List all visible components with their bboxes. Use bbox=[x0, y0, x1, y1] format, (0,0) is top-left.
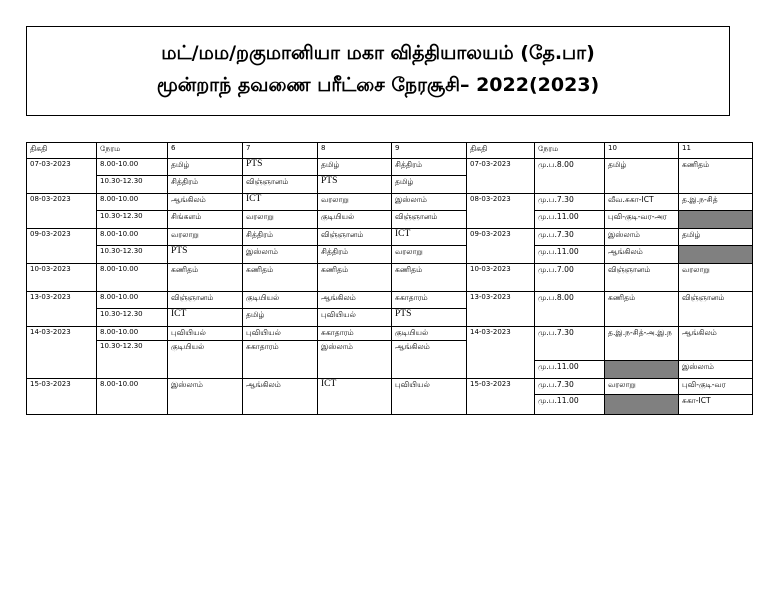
time-cell-2: மு.ப.7.30 bbox=[535, 379, 605, 395]
time-cell: 8.00-10.00 bbox=[97, 264, 168, 292]
cell-grade-11: த.இ.ந-சித் bbox=[679, 194, 753, 211]
cell-grade-6: கணிதம் bbox=[168, 264, 243, 292]
cell-grade-8: புவியியல் bbox=[318, 309, 392, 327]
table-row bbox=[27, 211, 753, 229]
cell-grade-7: PTS bbox=[243, 159, 318, 176]
cell-grade-11: ஆங்கிலம் bbox=[679, 327, 753, 361]
time-cell: 10.30-12.30 bbox=[97, 211, 168, 229]
cell-grade-8: சுகாதாரம் bbox=[318, 327, 392, 341]
date-cell-2: 09-03-2023 bbox=[467, 229, 535, 264]
time-cell: 8.00-10.00 bbox=[97, 379, 168, 415]
cell-grade-9: ஆங்கிலம் bbox=[392, 341, 467, 379]
cell-grade-7: சித்திரம் bbox=[243, 229, 318, 246]
header-grade-6: 6 bbox=[168, 143, 243, 159]
cell-grade-7: வரலாறு bbox=[243, 211, 318, 229]
cell-grade-7: புவியியல் bbox=[243, 327, 318, 341]
date-cell-2: 08-03-2023 bbox=[467, 194, 535, 229]
cell-grade-6: PTS bbox=[168, 246, 243, 264]
cell-grade-6: தமிழ் bbox=[168, 159, 243, 176]
cell-grade-8: விஞ்ஞானம் bbox=[318, 229, 392, 246]
header-row bbox=[27, 143, 753, 159]
header-grade-11: 11 bbox=[679, 143, 753, 159]
date-cell-2: 15-03-2023 bbox=[467, 379, 535, 415]
cell-grade-7: விஞ்ஞானம் bbox=[243, 176, 318, 194]
cell-grade-6: சித்திரம் bbox=[168, 176, 243, 194]
cell-grade-9: வரலாறு bbox=[392, 246, 467, 264]
header-date: திகதி bbox=[27, 143, 97, 159]
header-grade-8: 8 bbox=[318, 143, 392, 159]
date-cell: 10-03-2023 bbox=[27, 264, 97, 292]
table-row bbox=[27, 379, 753, 395]
time-cell-2: மு.ப.8.00 bbox=[535, 159, 605, 194]
exam-title: மூன்றாந் தவணை பரீட்சை நேரசூசி– 2022(2023) bbox=[156, 74, 600, 96]
cell-grade-9: இஸ்லாம் bbox=[392, 194, 467, 211]
time-cell: 10.30-12.30 bbox=[97, 246, 168, 264]
date-cell: 13-03-2023 bbox=[27, 292, 97, 327]
cell-grade-10: புவி-குடி-வர-அர bbox=[605, 211, 679, 229]
cell-grade-10: த.இ.ந-சித்-அ.இ.ந bbox=[605, 327, 679, 361]
time-cell-2: மு.ப.11.00 bbox=[535, 211, 605, 229]
cell-grade-8: இஸ்லாம் bbox=[318, 341, 392, 379]
cell-grade-7: இஸ்லாம் bbox=[243, 246, 318, 264]
cell-grade-11: புவி-குடி-வர bbox=[679, 379, 753, 395]
header-grade-7: 7 bbox=[243, 143, 318, 159]
time-cell-2: மு.ப.7.30 bbox=[535, 194, 605, 211]
table-row bbox=[27, 246, 753, 264]
time-cell-2: மு.ப.8.00 bbox=[535, 292, 605, 327]
date-cell: 08-03-2023 bbox=[27, 194, 97, 229]
cell-grade-10: வீவ.சுகா-ICT bbox=[605, 194, 679, 211]
school-title: மட்/மம/றகுமானியா மகா வித்தியாலயம் (தே.பா) bbox=[161, 42, 595, 64]
time-cell-2: மு.ப.7.30 bbox=[535, 327, 605, 361]
cell-grade-8: ICT bbox=[318, 379, 392, 415]
date-cell: 09-03-2023 bbox=[27, 229, 97, 264]
cell-grade-11-shaded bbox=[679, 211, 753, 229]
cell-grade-8: வரலாறு bbox=[318, 194, 392, 211]
cell-grade-7: குடியியல் bbox=[243, 292, 318, 309]
cell-grade-9: புவியியல் bbox=[392, 379, 467, 415]
title-box bbox=[26, 26, 730, 116]
cell-grade-11: சுகா-ICT bbox=[679, 395, 753, 415]
cell-grade-11: கணிதம் bbox=[679, 159, 753, 194]
cell-grade-10: விஞ்ஞானம் bbox=[605, 264, 679, 292]
cell-grade-6: புவியியல் bbox=[168, 327, 243, 341]
cell-grade-6: சிங்களம் bbox=[168, 211, 243, 229]
cell-grade-10: கணிதம் bbox=[605, 292, 679, 327]
time-cell: 8.00-10.00 bbox=[97, 327, 168, 341]
cell-grade-6: விஞ்ஞானம் bbox=[168, 292, 243, 309]
time-cell: 10.30-12.30 bbox=[97, 309, 168, 327]
header-date-2: திகதி bbox=[467, 143, 535, 159]
header-time: நேரம bbox=[97, 143, 168, 159]
header-time-2: நேரம bbox=[535, 143, 605, 159]
cell-grade-6: வரலாறு bbox=[168, 229, 243, 246]
table-row bbox=[27, 327, 753, 341]
cell-grade-6: குடியியல் bbox=[168, 341, 243, 379]
date-cell: 07-03-2023 bbox=[27, 159, 97, 194]
cell-grade-10: வரலாறு bbox=[605, 379, 679, 395]
cell-grade-9: சித்திரம் bbox=[392, 159, 467, 176]
cell-grade-9: கணிதம் bbox=[392, 264, 467, 292]
date-cell-2: 10-03-2023 bbox=[467, 264, 535, 292]
cell-grade-9: ICT bbox=[392, 229, 467, 246]
cell-grade-8: PTS bbox=[318, 176, 392, 194]
time-cell-2: மு.ப.11.00 bbox=[535, 395, 605, 415]
cell-grade-11: இஸ்லாம் bbox=[679, 361, 753, 379]
cell-grade-6: ICT bbox=[168, 309, 243, 327]
date-cell: 14-03-2023 bbox=[27, 327, 97, 379]
cell-grade-7: சுகாதாரம் bbox=[243, 341, 318, 379]
cell-grade-11-shaded bbox=[679, 246, 753, 264]
time-cell-2: மு.ப.7.00 bbox=[535, 264, 605, 292]
date-cell-2: 14-03-2023 bbox=[467, 327, 535, 379]
cell-grade-6: ஆங்கிலம் bbox=[168, 194, 243, 211]
cell-grade-7: கணிதம் bbox=[243, 264, 318, 292]
header-grade-9: 9 bbox=[392, 143, 467, 159]
cell-grade-10: தமிழ் bbox=[605, 159, 679, 194]
table-row bbox=[27, 264, 753, 292]
cell-grade-10-shaded bbox=[605, 361, 679, 379]
table-row bbox=[27, 159, 753, 176]
time-cell-2: மு.ப.11.00 bbox=[535, 246, 605, 264]
table-row bbox=[27, 292, 753, 309]
cell-grade-9: சுகாதாரம் bbox=[392, 292, 467, 309]
cell-grade-9: தமிழ் bbox=[392, 176, 467, 194]
cell-grade-11: விஞ்ஞானம் bbox=[679, 292, 753, 327]
time-cell: 10.30-12.30 bbox=[97, 341, 168, 379]
time-cell-2: மு.ப.7.30 bbox=[535, 229, 605, 246]
cell-grade-11: தமிழ் bbox=[679, 229, 753, 246]
table-row bbox=[27, 194, 753, 211]
cell-grade-8: சித்திரம் bbox=[318, 246, 392, 264]
time-cell-2: மு.ப.11.00 bbox=[535, 361, 605, 379]
date-cell-2: 13-03-2023 bbox=[467, 292, 535, 327]
cell-grade-9: குடியியல் bbox=[392, 327, 467, 341]
cell-grade-8: கணிதம் bbox=[318, 264, 392, 292]
cell-grade-10: இஸ்லாம் bbox=[605, 229, 679, 246]
exam-timetable bbox=[26, 142, 753, 415]
cell-grade-8: தமிழ் bbox=[318, 159, 392, 176]
time-cell: 8.00-10.00 bbox=[97, 194, 168, 211]
cell-grade-6: இஸ்லாம் bbox=[168, 379, 243, 415]
cell-grade-9: விஞ்ஞானம் bbox=[392, 211, 467, 229]
cell-grade-11: வரலாறு bbox=[679, 264, 753, 292]
date-cell-2: 07-03-2023 bbox=[467, 159, 535, 194]
cell-grade-10-shaded bbox=[605, 395, 679, 415]
cell-grade-7: ஆங்கிலம் bbox=[243, 379, 318, 415]
table-row bbox=[27, 229, 753, 246]
cell-grade-8: ஆங்கிலம் bbox=[318, 292, 392, 309]
time-cell: 8.00-10.00 bbox=[97, 159, 168, 176]
time-cell: 8.00-10.00 bbox=[97, 229, 168, 246]
cell-grade-8: குடியியல் bbox=[318, 211, 392, 229]
cell-grade-7: ICT bbox=[243, 194, 318, 211]
header-grade-10: 10 bbox=[605, 143, 679, 159]
cell-grade-10: ஆங்கிலம் bbox=[605, 246, 679, 264]
date-cell: 15-03-2023 bbox=[27, 379, 97, 415]
cell-grade-9: PTS bbox=[392, 309, 467, 327]
time-cell: 8.00-10.00 bbox=[97, 292, 168, 309]
cell-grade-7: தமிழ் bbox=[243, 309, 318, 327]
time-cell: 10.30-12.30 bbox=[97, 176, 168, 194]
